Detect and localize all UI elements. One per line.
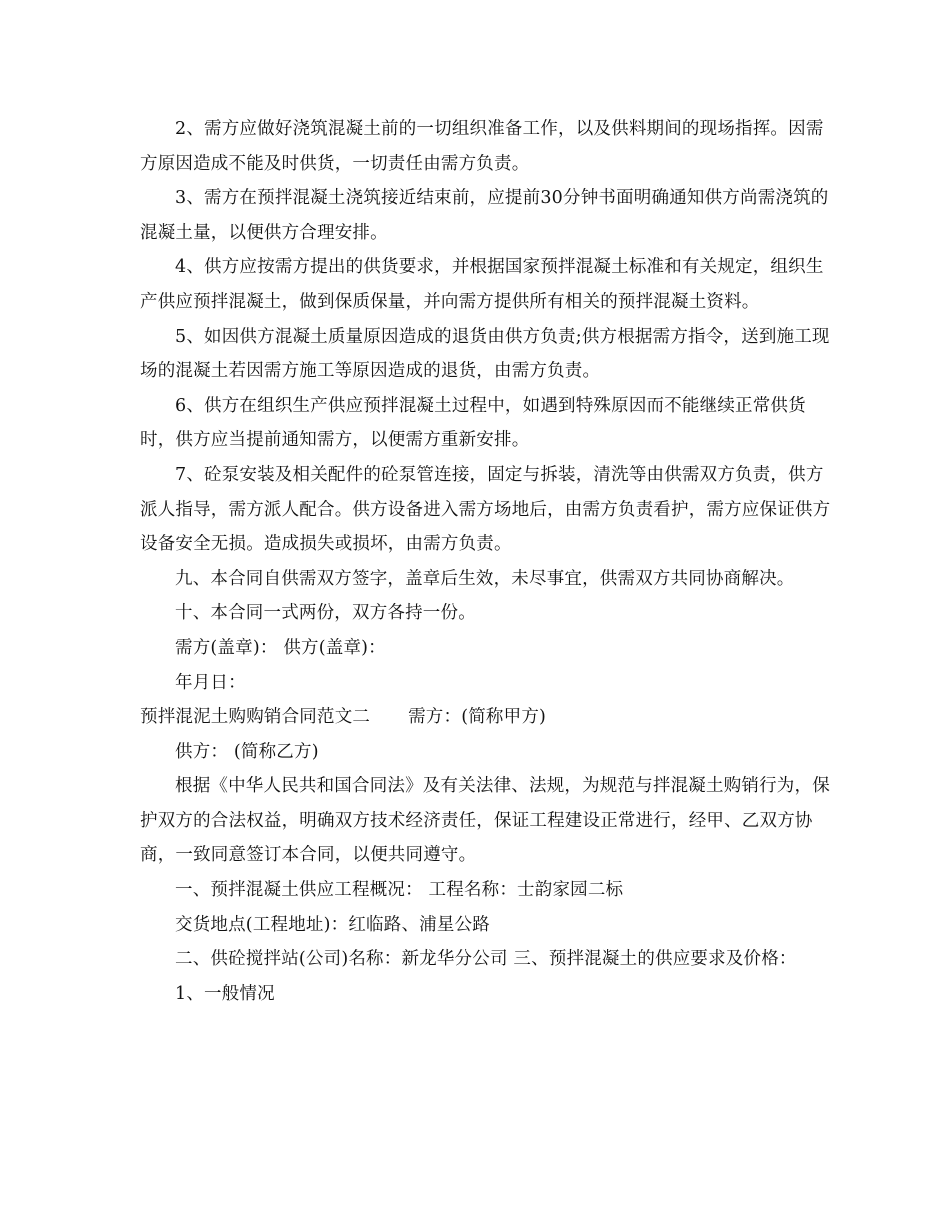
- paragraph-section-2-3: 二、供砼搅拌站(公司)名称：新龙华分公司 三、预拌混凝土的供应要求及价格：: [175, 949, 797, 970]
- paragraph-clause-2: 2、需方应做好浇筑混凝土前的一切组织准备工作，以及供料期间的现场指挥。因需方原因造成不能及时供货，一切责任由需方负责。: [140, 119, 824, 174]
- paragraph-preamble: 根据《中华人民共和国合同法》及有关法律、法规，为规范与拌混凝土购销行为，保护双方的合法权益，明确双方技术经济责任，保证工程建设正常进行，经甲、乙双方协商，一致同意签订本合同，以便共同遵守。: [140, 776, 830, 866]
- paragraph-article-10: 十、本合同一式两份，双方各持一份。: [175, 603, 476, 624]
- contract-title: 预拌混泥土购购销合同范文二: [140, 707, 371, 728]
- buyer-label: 需方：(简称甲方): [408, 707, 547, 728]
- signature-line: 需方(盖章)： 供方(盖章)：: [175, 637, 386, 658]
- paragraph-clause-6: 6、供方在组织生产供应预拌混凝土过程中，如遇到特殊原因而不能继续正常供货时，供方应当提前通知需方，以便需方重新安排。: [140, 395, 806, 451]
- paragraph-clause-5: 5、如因供方混凝土质量原因造成的退货由供方负责;供方根据需方指令，送到施工现场的混凝土若因需方施工等原因造成的退货，由需方负责。: [140, 326, 830, 382]
- paragraph-article-9: 九、本合同自供需双方签字，盖章后生效，未尽事宜，供需双方共同协商解决。: [175, 568, 795, 589]
- paragraph-delivery-location: 交货地点(工程地址)：红临路、浦星公路: [175, 914, 490, 935]
- paragraph-clause-7: 7、砼泵安装及相关配件的砼泵管连接，固定与拆装，清洗等由供需双方负责，供方派人指导，需方派人配合。供方设备进入需方场地后，由需方负责看护，需方应保证供方设备安全无损。造成损失或损坏，由需方负责。: [140, 464, 831, 555]
- paragraph-clause-4: 4、供方应按需方提出的供货要求，并根据国家预拌混凝土标准和有关规定，组织生产供应预拌混凝土，做到保质保量，并向需方提供所有相关的预拌混凝土资料。: [140, 257, 824, 312]
- paragraph-clause-3: 3、需方在预拌混凝土浇筑接近结束前，应提前30分钟书面明确通知供方尚需浇筑的混凝土量，以便供方合理安排。: [140, 188, 829, 243]
- date-line: 年月日：: [175, 672, 246, 693]
- supplier-label: 供方： (简称乙方): [175, 741, 319, 762]
- paragraph-section-1: 一、预拌混凝土供应工程概况： 工程名称：士韵家园二标: [175, 880, 624, 901]
- paragraph-general-info: 1、一般情况: [175, 983, 275, 1004]
- contract-title-line: [140, 700, 832, 735]
